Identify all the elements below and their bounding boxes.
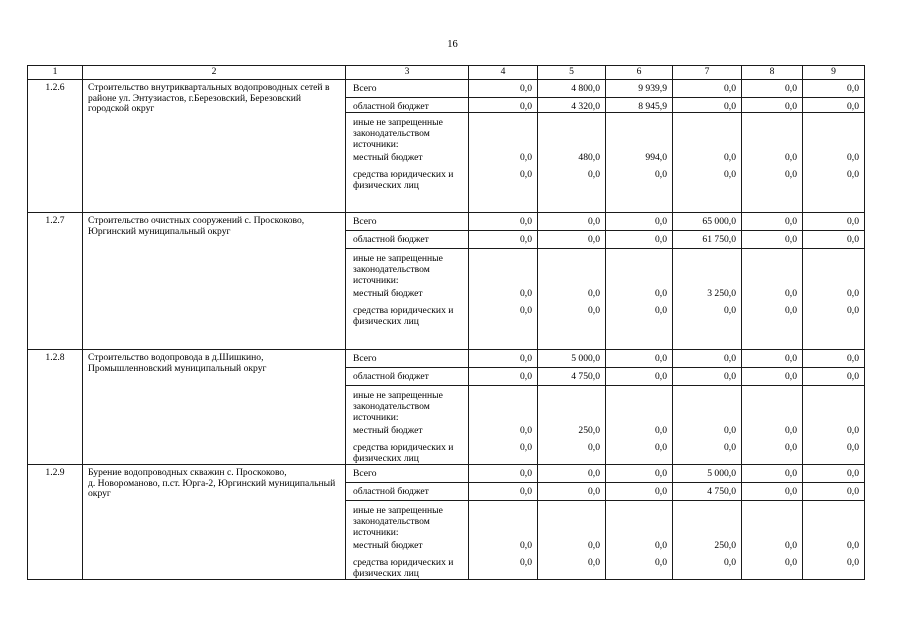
spacer [606,390,667,423]
funding-label-other [346,501,469,580]
value-legal: 0,0 [785,169,797,180]
value-legal: 0,0 [520,557,532,568]
value-local: 0,0 [847,152,859,163]
value-cell: 0,0 [803,350,865,368]
budget-table [27,65,865,580]
value-cell: 0,0 [742,231,803,249]
value-cell: 0,0 [469,213,538,231]
value-cell: 0,0 [673,368,742,386]
value-cell: 65 000,0 [673,213,742,231]
value-cell: 4 320,0 [538,98,606,113]
value-legal: 0,0 [655,442,667,453]
item-title: Бурение водопроводных скважин с. Проскоково, д. Новороманово, п.ст. Юрга-2, Юргинский муниципальный округ [83,465,346,580]
funding-label-regional: областной бюджет [346,231,469,249]
value-cell-other [606,249,673,350]
spacer [742,390,797,423]
other-sources-label: иные не запрещенные законодательством источники: [353,253,443,286]
value-legal: 0,0 [588,169,600,180]
value-legal: 0,0 [655,169,667,180]
value-legal: 0,0 [724,557,736,568]
spacer [673,390,736,423]
value-cell-other [538,386,606,465]
value-local: 0,0 [655,425,667,436]
spacer [469,390,532,423]
column-header-2: 2 [83,66,346,80]
value-cell: 0,0 [803,483,865,501]
funding-label-legal: средства юридических и физических лиц [353,305,454,327]
item-title: Строительство внутриквартальных водопроводных сетей в районе ул. Энтузиастов, г.Березовский, Березовский городской округ [83,80,346,213]
value-cell-other [469,249,538,350]
spacer [803,390,859,423]
value-cell: 0,0 [673,350,742,368]
value-cell: 0,0 [606,350,673,368]
value-legal: 0,0 [847,305,859,316]
value-cell: 0,0 [606,483,673,501]
funding-label-total: Всего [346,465,469,483]
item-number: 1.2.7 [28,213,83,350]
value-cell-other [742,386,803,465]
value-cell: 4 750,0 [673,483,742,501]
budget-item [28,465,865,580]
value-local: 0,0 [724,425,736,436]
value-cell: 4 750,0 [538,368,606,386]
value-local: 0,0 [847,540,859,551]
spacer [606,505,667,538]
value-cell: 0,0 [742,350,803,368]
value-legal: 0,0 [520,442,532,453]
value-local: 0,0 [520,152,532,163]
value-cell: 5 000,0 [673,465,742,483]
value-legal: 0,0 [785,305,797,316]
value-cell-other [803,249,865,350]
funding-label-total: Всего [346,213,469,231]
item-number: 1.2.8 [28,350,83,465]
value-cell-other [469,501,538,580]
other-sources-label: иные не запрещенные законодательством источники: [353,505,443,538]
value-cell-other [803,501,865,580]
value-cell-other [606,113,673,213]
spacer [606,117,667,150]
value-legal: 0,0 [785,442,797,453]
item-number: 1.2.9 [28,465,83,580]
value-local: 0,0 [520,425,532,436]
value-cell-other [538,113,606,213]
funding-label-local: местный бюджет [353,540,423,551]
value-local: 250,0 [714,540,736,551]
funding-label-other [346,113,469,213]
value-legal: 0,0 [520,305,532,316]
item-title: Строительство водопровода в д.Шишкино, Промышленновский муниципальный округ [83,350,346,465]
value-local: 0,0 [520,540,532,551]
spacer [538,253,600,286]
value-legal: 0,0 [588,557,600,568]
value-local: 250,0 [578,425,600,436]
funding-label-total: Всего [346,350,469,368]
value-cell: 0,0 [742,483,803,501]
value-local: 0,0 [588,288,600,299]
other-sources-label: иные не запрещенные законодательством источники: [353,390,443,423]
value-cell: 0,0 [803,465,865,483]
value-cell: 0,0 [673,80,742,98]
spacer [742,253,797,286]
value-cell-other [742,113,803,213]
value-local: 0,0 [847,425,859,436]
table-header [28,66,865,80]
value-cell: 4 800,0 [538,80,606,98]
value-cell: 0,0 [803,213,865,231]
value-legal: 0,0 [847,557,859,568]
spacer [538,390,600,423]
value-cell-other [469,386,538,465]
row-total [28,80,865,98]
value-legal: 0,0 [655,557,667,568]
spacer [469,505,532,538]
value-cell: 0,0 [469,368,538,386]
value-cell: 0,0 [742,98,803,113]
value-legal: 0,0 [847,442,859,453]
value-cell: 8 945,9 [606,98,673,113]
column-header-4: 4 [469,66,538,80]
funding-label-regional: областной бюджет [346,483,469,501]
column-header-1: 1 [28,66,83,80]
funding-label-local: местный бюджет [353,288,423,299]
value-cell: 0,0 [606,231,673,249]
value-cell: 0,0 [742,80,803,98]
value-cell: 0,0 [538,483,606,501]
value-cell-other [742,501,803,580]
column-header-6: 6 [606,66,673,80]
value-legal: 0,0 [847,169,859,180]
spacer [538,505,600,538]
funding-label-local: местный бюджет [353,152,423,163]
value-local: 0,0 [785,425,797,436]
spacer [803,505,859,538]
value-cell: 0,0 [673,98,742,113]
value-cell-other [538,501,606,580]
other-sources-label: иные не запрещенные законодательством источники: [353,117,443,150]
spacer [606,253,667,286]
value-cell: 9 939,9 [606,80,673,98]
value-local: 0,0 [588,540,600,551]
spacer [469,117,532,150]
value-cell-other [606,501,673,580]
value-cell-other [673,501,742,580]
value-legal: 0,0 [724,169,736,180]
funding-label-local: местный бюджет [353,425,423,436]
funding-label-regional: областной бюджет [346,368,469,386]
row-total [28,213,865,231]
value-cell-other [803,386,865,465]
value-cell: 0,0 [742,213,803,231]
column-header-9: 9 [803,66,865,80]
funding-label-legal: средства юридических и физических лиц [353,557,454,579]
budget-item [28,80,865,213]
value-cell-other [673,113,742,213]
value-legal: 0,0 [724,305,736,316]
value-cell: 0,0 [469,98,538,113]
value-cell: 61 750,0 [673,231,742,249]
spacer [538,117,600,150]
value-local: 0,0 [785,288,797,299]
value-cell: 0,0 [538,465,606,483]
value-cell: 0,0 [469,483,538,501]
value-legal: 0,0 [588,442,600,453]
page-number: 16 [447,39,458,50]
value-cell-other [673,249,742,350]
funding-label-other [346,249,469,350]
value-cell: 0,0 [742,368,803,386]
column-header-7: 7 [673,66,742,80]
funding-label-other [346,386,469,465]
value-cell-other [538,249,606,350]
column-header-3: 3 [346,66,469,80]
budget-item [28,213,865,350]
value-cell: 0,0 [538,213,606,231]
row-total [28,350,865,368]
row-total [28,465,865,483]
value-cell: 0,0 [469,80,538,98]
spacer [469,253,532,286]
value-legal: 0,0 [785,557,797,568]
funding-label-legal: средства юридических и физических лиц [353,442,454,464]
header-row [28,66,865,80]
value-cell: 0,0 [803,231,865,249]
value-cell-other [469,113,538,213]
value-cell: 5 000,0 [538,350,606,368]
funding-label-regional: областной бюджет [346,98,469,113]
spacer [803,253,859,286]
budget-item [28,350,865,465]
value-local: 0,0 [724,152,736,163]
value-local: 994,0 [645,152,667,163]
value-cell: 0,0 [742,465,803,483]
column-header-8: 8 [742,66,803,80]
value-cell: 0,0 [803,80,865,98]
item-number: 1.2.6 [28,80,83,213]
value-cell: 0,0 [803,368,865,386]
spacer [673,253,736,286]
value-cell-other [606,386,673,465]
value-cell: 0,0 [538,231,606,249]
value-legal: 0,0 [588,305,600,316]
value-local: 0,0 [785,152,797,163]
item-title: Строительство очистных сооружений с. Проскоково, Юргинский муниципальный округ [83,213,346,350]
spacer [673,505,736,538]
value-cell: 0,0 [606,213,673,231]
value-local: 0,0 [785,540,797,551]
spacer [803,117,859,150]
column-header-5: 5 [538,66,606,80]
value-local: 0,0 [655,288,667,299]
value-legal: 0,0 [655,305,667,316]
spacer [742,117,797,150]
value-cell-other [803,113,865,213]
value-cell: 0,0 [469,231,538,249]
spacer [673,117,736,150]
value-legal: 0,0 [724,442,736,453]
value-cell: 0,0 [606,465,673,483]
value-local: 480,0 [578,152,600,163]
funding-label-total: Всего [346,80,469,98]
value-local: 0,0 [847,288,859,299]
funding-label-legal: средства юридических и физических лиц [353,169,454,191]
value-local: 3 250,0 [707,288,736,299]
spacer [742,505,797,538]
value-local: 0,0 [520,288,532,299]
value-legal: 0,0 [520,169,532,180]
value-cell-other [673,386,742,465]
value-cell: 0,0 [606,368,673,386]
value-cell-other [742,249,803,350]
value-local: 0,0 [655,540,667,551]
value-cell: 0,0 [469,465,538,483]
value-cell: 0,0 [803,98,865,113]
value-cell: 0,0 [469,350,538,368]
